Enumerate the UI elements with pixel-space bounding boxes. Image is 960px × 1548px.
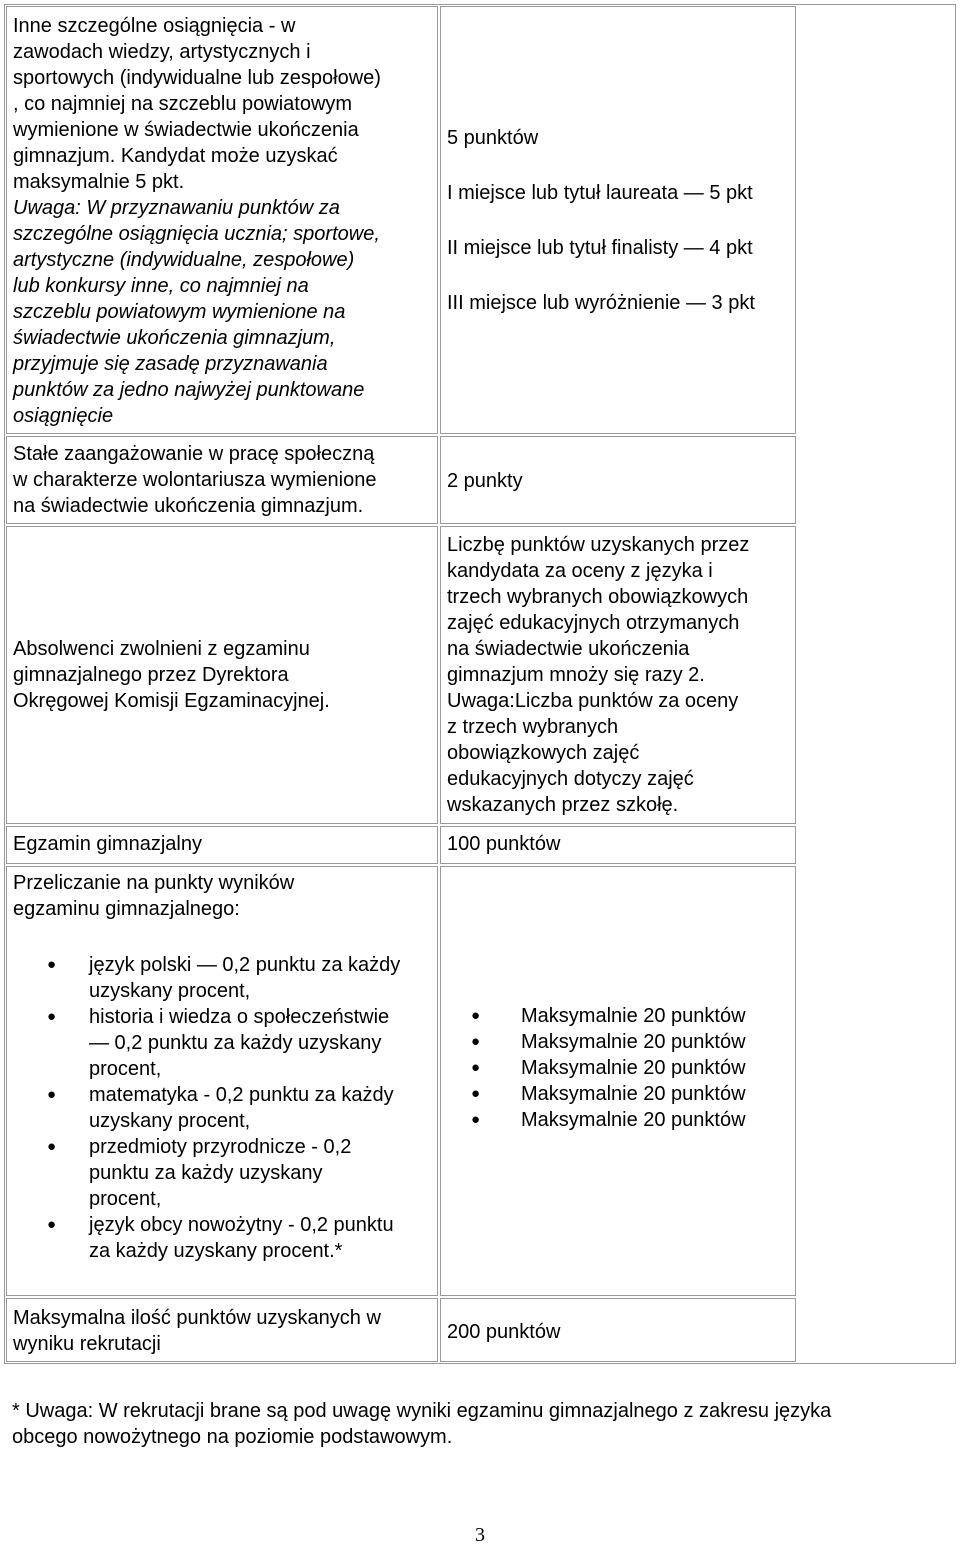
list-item: ● Maksymalnie 20 punktów <box>441 1055 795 1081</box>
list-item: ● język polski — 0,2 punktu za każdy uzyskany procent, <box>7 952 437 1004</box>
achievements-label: Inne szczególne osiągnięcia - w zawodach wiedzy, artystycznych i sportowych (indywidualne lub zespołowe) , co najmniej na szczeblu powiatowym wymienione w świadectwie ukończenia gimnazjum. Kandydat może uzyskać maksymalnie 5 pkt. <box>13 15 381 193</box>
exempt-points-cell <box>440 526 796 824</box>
footnote: * Uwaga: W rekrutacji brane są pod uwagę wyniki egzaminu gimnazjalnego z zakresu języka obcego nowożytnego na poziomie podstawowym. <box>12 1400 832 1448</box>
list-item: ● matematyka - 0,2 punktu za każdy uzyskany procent, <box>7 1082 437 1134</box>
total-points-cell <box>440 1298 796 1362</box>
volunteer-points-cell <box>440 436 796 524</box>
exempt-points-description: Liczbę punktów uzyskanych przez kandydata za oceny z języka i trzech wybranych obowiązkowych zajęć edukacyjnych otrzymanych na świadectwie ukończenia gimnazjum mnoży się razy 2. Uwaga:Liczba punktów za oceny z trzech wybranych obowiązkowych zajęć edukacyjnych dotyczy zajęć wskazanych przez szkołę. <box>447 534 750 816</box>
achievements-place-2: II miejsce lub tytuł finalisty — 4 pkt <box>447 237 753 259</box>
total-label-cell <box>6 1298 438 1362</box>
list-item: ● Maksymalnie 20 punktów <box>441 1003 795 1029</box>
exam-label-cell <box>6 826 438 864</box>
conversion-label: Przeliczanie na punkty wyników egzaminu gimnazjalnego: <box>13 872 295 920</box>
list-item: ● historia i wiedza o społeczeństwie — 0,2 punktu za każdy uzyskany procent, <box>7 1004 437 1082</box>
volunteer-label-cell <box>6 436 438 524</box>
achievements-points-total: 5 punktów <box>447 127 539 149</box>
exam-points-cell <box>440 826 796 864</box>
list-item: ● przedmioty przyrodnicze - 0,2 punktu za każdy uzyskany procent, <box>7 1134 437 1212</box>
page-number: 3 <box>475 1524 485 1546</box>
total-label: Maksymalna ilość punktów uzyskanych w wyniku rekrutacji <box>13 1307 381 1355</box>
conversion-subject-list <box>7 952 437 1264</box>
achievements-place-1: I miejsce lub tytuł laureata — 5 pkt <box>447 182 753 204</box>
list-item: ● Maksymalnie 20 punktów <box>441 1029 795 1055</box>
exam-label: Egzamin gimnazjalny <box>13 833 202 855</box>
list-item: ● Maksymalnie 20 punktów <box>441 1081 795 1107</box>
conversion-points-cell <box>440 866 796 1296</box>
list-item: ● Maksymalnie 20 punktów <box>441 1107 795 1133</box>
conversion-label-cell <box>6 866 438 1296</box>
volunteer-points: 2 punkty <box>447 470 523 492</box>
achievements-place-3: III miejsce lub wyróżnienie — 3 pkt <box>447 292 755 314</box>
achievements-label-cell <box>6 6 438 434</box>
achievements-note: Uwaga: W przyznawaniu punktów za szczególne osiągnięcia ucznia; sportowe, artystyczne (indywidualne, zespołowe) lub konkursy inne, co najmniej na szczeblu powiatowym wymienione na świadectwie ukończenia gimnazjum, przyjmuje się zasadę przyznawania punktów za jedno najwyżej punktowane osiągnięcie <box>13 197 380 427</box>
conversion-max-list <box>441 1003 795 1133</box>
total-points: 200 punktów <box>447 1321 561 1343</box>
exempt-label-cell <box>6 526 438 824</box>
list-item: ● język obcy nowożytny - 0,2 punktu za każdy uzyskany procent.* <box>7 1212 437 1264</box>
achievements-points-cell <box>440 6 796 434</box>
exempt-label: Absolwenci zwolnieni z egzaminu gimnazjalnego przez Dyrektora Okręgowej Komisji Egzaminacyjnej. <box>13 638 330 712</box>
volunteer-label: Stałe zaangażowanie w pracę społeczną w charakterze wolontariusza wymienione na świadectwie ukończenia gimnazjum. <box>13 443 377 517</box>
exam-points: 100 punktów <box>447 833 561 855</box>
